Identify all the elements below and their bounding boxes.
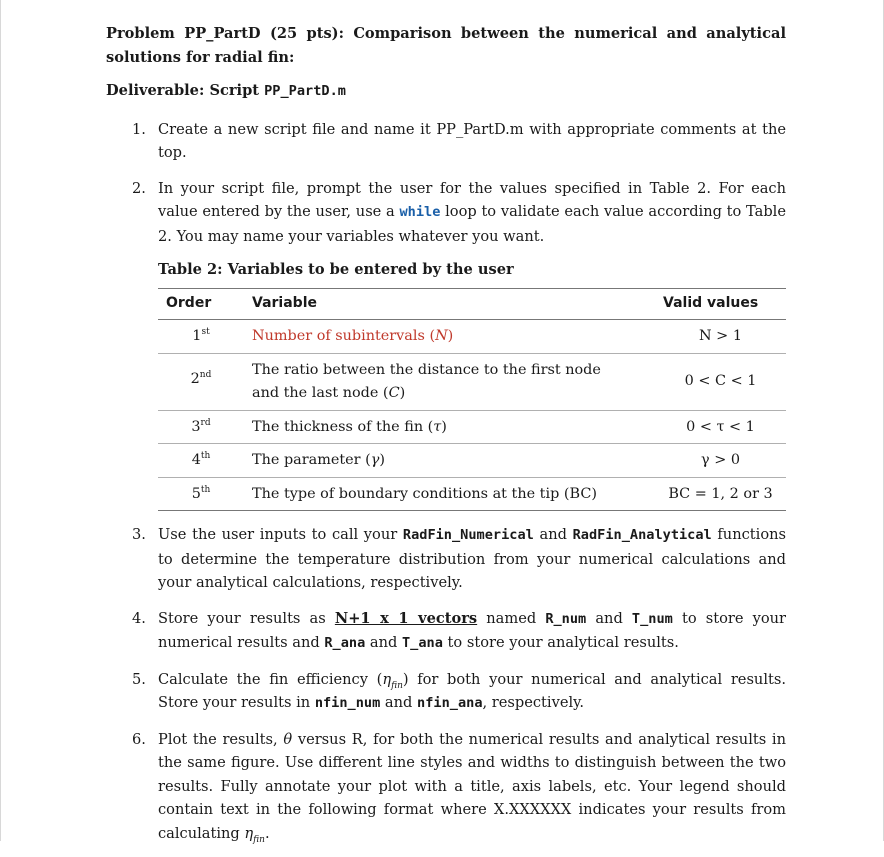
- step-6: [106, 728, 786, 846]
- variable-text-line2: [252, 382, 647, 406]
- variable-cell: [244, 444, 655, 478]
- variables-table: [158, 288, 786, 512]
- title-word: PP_PartD: [184, 25, 261, 42]
- variable-text: ): [441, 418, 447, 435]
- valid-values-cell: 0 < C < 1: [655, 353, 786, 410]
- step-text: to store your numerical results and: [158, 609, 787, 651]
- var-nfin-num: nfin_num: [314, 695, 381, 711]
- variable-text: The type of boundary conditions at the tip (BC): [252, 485, 597, 502]
- variable-text: and the last node (: [252, 385, 389, 401]
- eta-subscript: fin: [253, 834, 265, 845]
- step-5: [106, 668, 786, 716]
- step-4: [106, 607, 786, 656]
- variable-symbol: C: [388, 385, 400, 401]
- eta-symbol: η: [244, 824, 254, 842]
- order-suffix: nd: [199, 369, 212, 380]
- variable-cell: [244, 477, 655, 511]
- variable-cell: [244, 353, 655, 410]
- title-word: pts):: [306, 25, 344, 42]
- step-text: and: [586, 609, 632, 627]
- title-word: between: [460, 25, 529, 42]
- title-word: the: [538, 25, 565, 42]
- order-number: 4: [191, 452, 201, 468]
- table-row: [158, 444, 786, 478]
- header-order: Order: [158, 288, 244, 320]
- step-text: Create a new script file and name it PP_PartD.m with appropriate comments at the top.: [158, 120, 786, 161]
- valid-values-cell: 0 < τ < 1: [655, 410, 786, 444]
- variable-text: ): [379, 452, 385, 468]
- order-suffix: th: [200, 484, 211, 495]
- var-nfin-ana: nfin_ana: [417, 695, 483, 711]
- variable-cell: [244, 320, 655, 354]
- deliverable-filename: PP_PartD.m: [264, 83, 346, 99]
- var-r-ana: R_ana: [324, 635, 366, 651]
- table-row: [158, 410, 786, 444]
- page-left-edge: [0, 0, 1, 841]
- header-variable: Variable: [244, 288, 655, 320]
- order-suffix: th: [200, 451, 211, 462]
- eta-subscript: fin: [391, 680, 403, 691]
- variable-symbol: γ: [370, 452, 380, 468]
- variable-text: The thickness of the fin (: [252, 418, 434, 435]
- step-1: [106, 118, 786, 165]
- order-cell: [158, 410, 244, 444]
- func-radfin-numerical: RadFin_Numerical: [402, 527, 534, 543]
- title-word: numerical: [574, 25, 658, 42]
- valid-values-cell: BC = 1, 2 or 3: [655, 477, 786, 511]
- variable-symbol: τ: [433, 418, 442, 435]
- step-text: and: [533, 526, 573, 543]
- step-text: Calculate the fin efficiency (: [158, 670, 383, 688]
- steps-list: [106, 118, 786, 846]
- step-text: In your script file, prompt the user for the values specified in Table 2. For each value entered by the user, use a: [158, 179, 786, 220]
- order-cell: [158, 320, 244, 354]
- order-cell: [158, 477, 244, 511]
- title-word: Comparison: [353, 25, 452, 42]
- step-number: 5.: [132, 670, 146, 688]
- title-line-2: solutions for radial fin:: [106, 48, 295, 66]
- step-number: 4.: [132, 609, 146, 627]
- document-page: [106, 22, 786, 857]
- variable-text: ): [399, 385, 406, 401]
- step-text: Store your results as: [158, 609, 335, 627]
- variable-text: The ratio between the distance to the first node: [252, 361, 601, 378]
- order-suffix: st: [201, 327, 210, 338]
- table-row: [158, 353, 786, 410]
- theta-symbol: θ: [283, 730, 293, 748]
- step-number: 6.: [132, 730, 146, 748]
- step-number: 3.: [132, 526, 146, 543]
- step-text: functions to determine the temperature distribution from your numerical calculations and your analytical calculations, respectively.: [158, 526, 786, 591]
- valid-values-cell: N > 1: [655, 320, 786, 354]
- title-word: Problem: [106, 25, 175, 42]
- step-text: ) for both your numerical and analytical results. Store your results in: [158, 670, 786, 711]
- title-line-1: [106, 22, 786, 46]
- eta-symbol: η: [382, 670, 392, 688]
- var-r-num: R_num: [545, 610, 587, 627]
- step-text: versus R, for both the numerical results and analytical results in the same figure. Use different line styles and widths to distinguish between the two results. Fully annotate your plot with a title, axis labels, etc. Your legend should contain text in the following format where X.XXXXXX indicates your results from calculating: [158, 730, 786, 842]
- order-number: 2: [190, 370, 200, 387]
- table-row: [158, 477, 786, 511]
- table-row: [158, 320, 786, 354]
- table-caption: Table 2: Variables to be entered by the user: [158, 261, 514, 278]
- order-cell: [158, 444, 244, 478]
- variable-text: Number of subintervals (: [252, 328, 436, 344]
- var-t-ana: T_ana: [402, 635, 443, 651]
- table-header-row: [158, 288, 786, 320]
- order-number: 5: [191, 485, 201, 502]
- title-word: analytical: [706, 25, 786, 42]
- step-text: , respectively.: [482, 694, 585, 711]
- variable-text: ): [447, 328, 454, 344]
- order-cell: [158, 353, 244, 410]
- while-keyword: while: [399, 204, 441, 220]
- variable-cell: [244, 410, 655, 444]
- step-number: 2.: [132, 179, 146, 197]
- step-text: Plot the results,: [158, 730, 284, 748]
- deliverable: [106, 79, 786, 104]
- problem-title: [106, 22, 786, 69]
- step-text: .: [264, 824, 270, 842]
- step-text: named: [477, 609, 546, 627]
- step-text: Use the user inputs to call your: [158, 526, 403, 543]
- func-radfin-analytical: RadFin_Analytical: [572, 527, 712, 543]
- step-2: [106, 177, 786, 512]
- header-valid-values: Valid values: [655, 288, 786, 320]
- order-number: 1: [192, 328, 202, 344]
- order-suffix: rd: [200, 417, 211, 428]
- step-text: and: [365, 634, 402, 651]
- vector-size: N+1 x 1 vectors: [334, 609, 478, 627]
- variable-text: The parameter (: [252, 452, 371, 468]
- step-number: 1.: [132, 120, 146, 138]
- step-text: and: [380, 694, 418, 711]
- step-3: [106, 523, 786, 595]
- title-word: (25: [269, 25, 298, 42]
- step-text: to store your analytical results.: [442, 634, 679, 651]
- var-t-num: T_num: [631, 610, 673, 627]
- order-number: 3: [191, 418, 201, 435]
- valid-values-cell: γ > 0: [655, 444, 786, 478]
- variable-symbol: N: [435, 328, 448, 344]
- step-text: loop to validate each value according to Table 2. You may name your variables whatever you want.: [158, 203, 786, 245]
- title-word: and: [666, 25, 697, 42]
- deliverable-label: Deliverable: Script: [106, 82, 265, 99]
